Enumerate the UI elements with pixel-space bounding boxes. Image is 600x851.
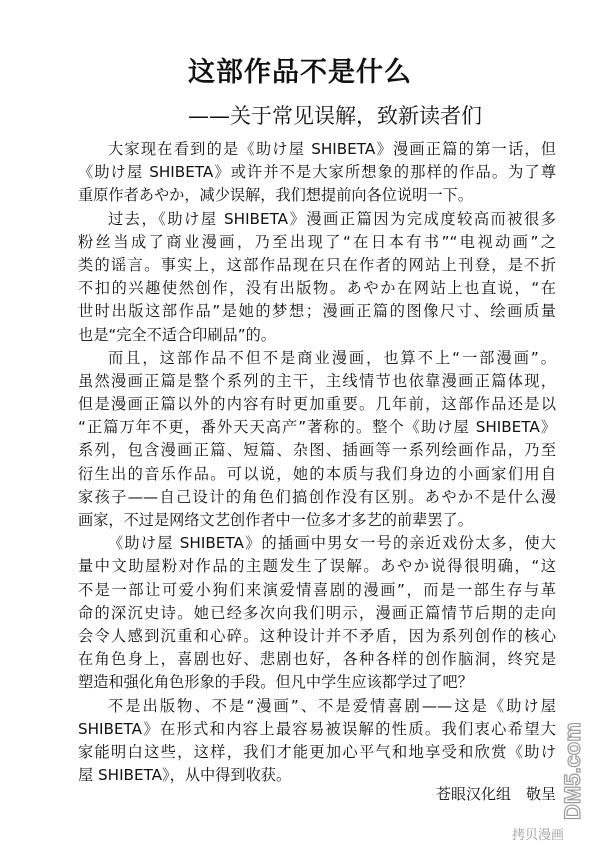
watermark-logo-text: DM5.com [560, 722, 585, 820]
text-line: 在角色身上，喜剧也好、悲剧也好，各种各样的创作脑洞，终究是 [78, 650, 556, 669]
text-line: 但是漫画正篇以外的内容有时更加重要。几年前，这部作品还是以 [78, 395, 556, 414]
text-line: 《助け屋 SHIBETA》的插画中男女一号的亲近戏份太多，使大 [108, 534, 556, 553]
text-line: 画家，不过是网络文艺创作者中一位多才多艺的前辈罢了。 [78, 511, 473, 529]
page-subtitle: ——关于常见误解，致新读者们 [188, 104, 482, 128]
text-line: 衍生出的音乐作品。可以说，她的本质与我们身边的小画家们用自 [78, 464, 556, 483]
text-line: 系列，包含漫画正篇、短篇、杂图、插画等一系列绘画作品，乃至 [78, 441, 556, 460]
text-line: 粉丝当成了商业漫画，乃至出现了“在日本有书”“电视动画”之 [78, 232, 556, 251]
page-title: 这部作品不是什么 [188, 57, 412, 88]
text-line: 家孩子——自己设计的角色们搞创作没有区别。あやか不是什么漫 [78, 487, 556, 506]
body-text [78, 138, 556, 787]
text-line: 塑造和强化角色形象的手段。但凡中学生应该都学过了吧？ [78, 673, 473, 692]
text-line: 《助け屋 SHIBETA》或许并不是大家所想象的那样的作品。为了尊 [78, 163, 556, 182]
text-line: 过去，《助け屋 SHIBETA》漫画正篇因为完成度较高而被很多 [108, 209, 556, 228]
text-line: 不是出版物、不是“漫画”、不是爱情喜剧——这是《助け屋 [108, 696, 556, 715]
text-line: 家能明白这些，这样，我们才能更加心平气和地享受和欣赏《助け [78, 742, 556, 761]
text-line: 不是一部让可爱小狗们来演爱情喜剧的漫画”，而是一部生存与革 [78, 580, 556, 599]
text-line: 命的深沉史诗。她已经多次向我们明示，漫画正篇情节后期的走向 [78, 603, 556, 622]
text-line: “正篇万年不更，番外天天高产”著称的。整个《助け屋 SHIBETA》 [78, 418, 556, 437]
watermark-site-text: 拷贝漫画 [512, 828, 565, 843]
text-line: 类的谣言。事实上，这部作品现在只在作者的网站上刊登，是不折 [78, 255, 556, 274]
watermark-logo [558, 712, 592, 822]
text-line: 不扣的兴趣使然创作，没有出版物。あやか在网站上也直说，“在 [78, 279, 556, 298]
text-line: 量中文助屋粉对作品的主题发生了误解。あやか说得很明确，“这 [78, 557, 556, 576]
text-line: 大家现在看到的是《助け屋 SHIBETA》漫画正篇的第一话，但 [108, 140, 556, 158]
text-line: 虽然漫画正篇是整个系列的主干，主线情节也依靠漫画正篇体现， [78, 371, 556, 390]
text-line: 重原作者あやか，减少误解，我们想提前向各位说明一下。 [78, 186, 473, 205]
text-line: SHIBETA》在形式和内容上最容易被误解的性质。我们衷心希望大 [78, 719, 556, 738]
text-line: 也是“完全不适合印刷品”的。 [78, 325, 276, 344]
text-line: 而且，这部作品不但不是商业漫画，也算不上“一部漫画”。 [108, 348, 556, 367]
signature: 苍眼汉化组 敬呈 [435, 785, 556, 803]
text-line: 世时出版这部作品”是她的梦想；漫画正篇的图像尺寸、绘画质量 [78, 302, 556, 321]
text-line: 会令人感到沉重和心碎。这种设计并不矛盾，因为系列创作的核心 [78, 626, 556, 645]
text-line: 屋 SHIBETA》，从中得到收获。 [78, 766, 292, 785]
